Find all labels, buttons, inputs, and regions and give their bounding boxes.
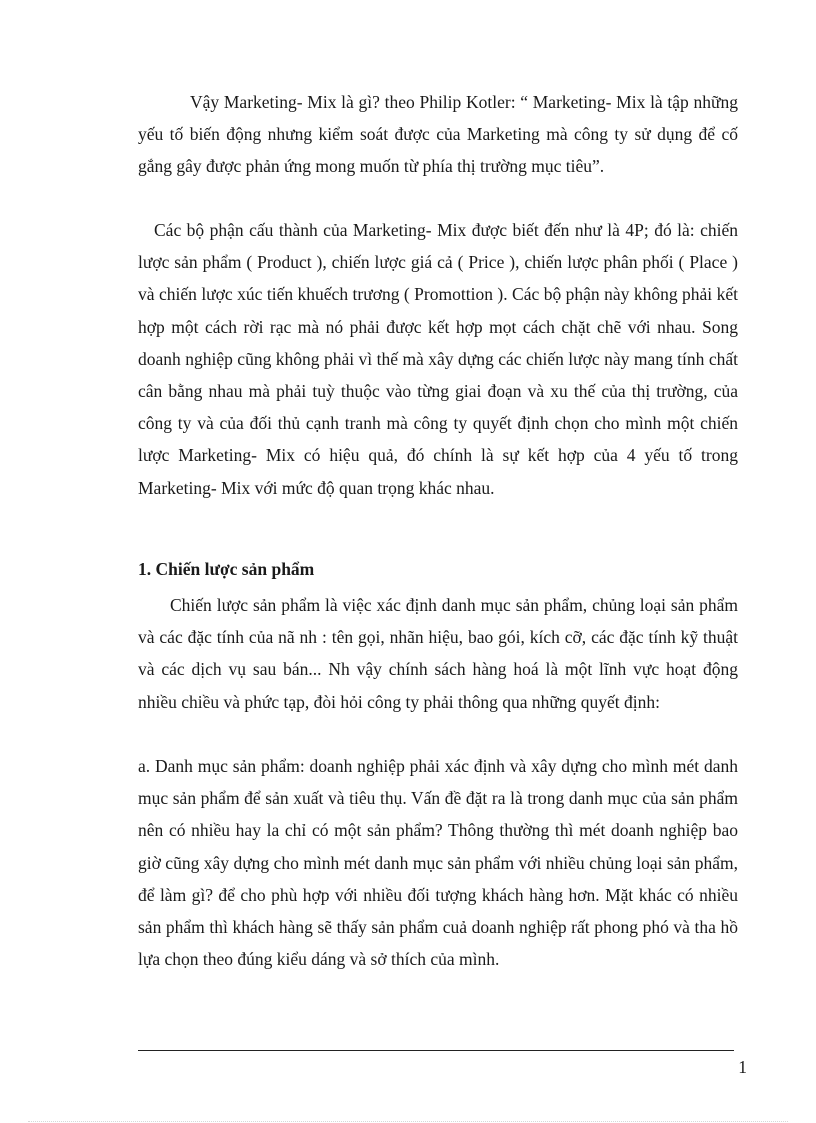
page-boundary [28, 1121, 788, 1122]
paragraph-marketing-mix-definition: Vậy Marketing- Mix là gì? theo Philip Kotler: “ Marketing- Mix là tập những yếu tố biến động nhưng kiểm soát được của Marketing mà công ty sử dụng để cố gắng gây được phản ứng mong muốn từ phía thị trường mục tiêu”. [138, 92, 738, 177]
paragraph-4p-components: Các bộ phận cấu thành của Marketing- Mix được biết đến như là 4P; đó là: chiến lược sản phẩm ( Product ), chiến lược giá cả ( Price ), chiến lược phân phối ( Place ) và chiến lược xúc tiến khuếch trương ( Promottion ). Các bộ phận này không phải kết hợp một cách rời rạc mà nó phải được kết hợp mọt cách chặt chẽ với nhau. Song doanh nghiệp cũng không phải vì thế mà xây dựng các chiến lược này mang tính chất cân bằng nhau mà phải tuỳ thuộc vào từng giai đoạn và xu thế của thị trường, của công ty và của đối thủ cạnh tranh mà công ty quyết định chọn cho mình một chiến lược Marketing- Mix có hiệu quả, đó chính là sự kết hợp của 4 yếu tố trong Marketing- Mix với mức độ quan trọng khác nhau. [138, 220, 738, 498]
section-heading-product-strategy: 1. Chiến lược sản phẩm [138, 559, 315, 579]
paragraph-product-strategy: Chiến lược sản phẩm là việc xác định danh mục sản phẩm, chủng loại sản phẩm và các đặc tính của nã nh : tên gọi, nhãn hiệu, bao gói, kích cỡ, các đặc tính kỹ thuật và các dịch vụ sau bán... Nh vậy chính sách hàng hoá là một lĩnh vực hoạt động nhiều chiều và phức tạp, đòi hỏi công ty phải thông qua những quyết định: [138, 595, 738, 712]
footer-rule [138, 1050, 734, 1051]
paragraph-product-portfolio: a. Danh mục sản phẩm: doanh nghiệp phải xác định và xây dựng cho mình mét danh mục sản phẩm để sản xuất và tiêu thụ. Vấn đề đặt ra là trong danh mục của sản phẩm nên có nhiều hay la chỉ có một sản phẩm? Thông thường thì mét doanh nghiệp bao giờ cũng xây dựng cho mình mét danh mục sản phẩm với nhiều chủng loại sản phẩm, để làm gì? để cho phù hợp với nhiều đối tượng khách hàng hơn. Mặt khác có nhiều sản phẩm thì khách hàng sẽ thấy sản phẩm cuả doanh nghiệp rất phong phó và tha hồ lựa chọn theo đúng kiểu dáng và sở thích của mình. [138, 756, 738, 970]
page-number: 1 [738, 1057, 747, 1077]
